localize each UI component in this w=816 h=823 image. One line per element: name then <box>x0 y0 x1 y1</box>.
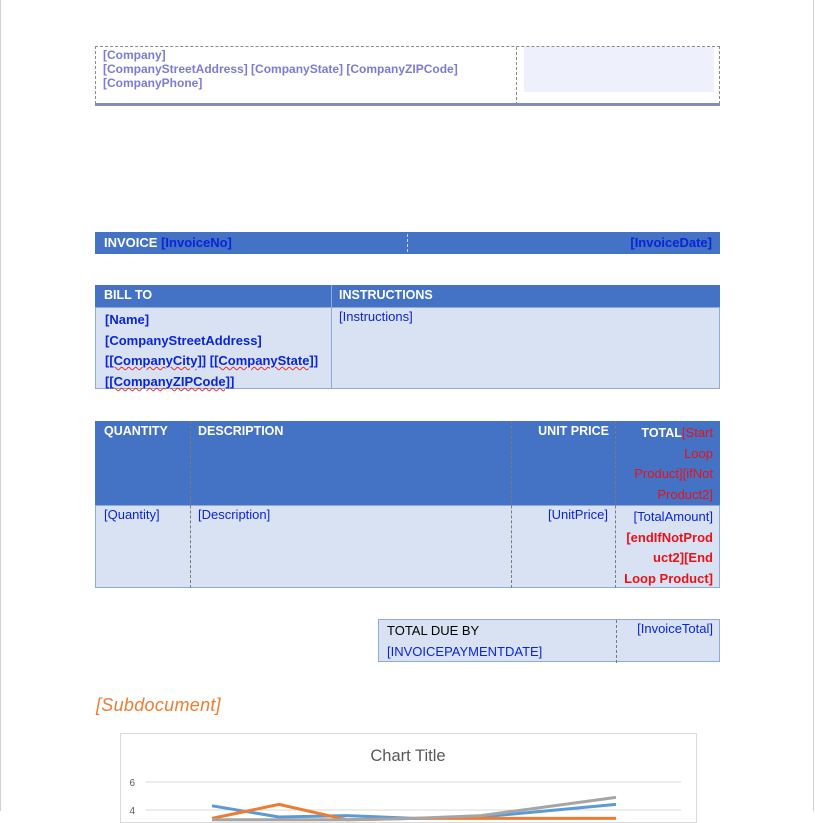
instructions-header: INSTRUCTIONS <box>339 288 433 302</box>
bill-street-field[interactable]: [CompanyStreetAddress] <box>105 332 262 348</box>
end-if-tag[interactable]: [endIfNotProd <box>626 529 713 545</box>
page-left-edge <box>0 0 1 811</box>
invoice-label: INVOICE <box>104 235 158 250</box>
chart-frame[interactable] <box>120 733 697 823</box>
chart-series <box>212 797 616 819</box>
quantity-field[interactable]: [Quantity] <box>104 507 160 522</box>
chart-title: Chart Title <box>370 747 446 765</box>
invoice-total-field[interactable]: [InvoiceTotal] <box>637 621 713 636</box>
ifnot-tag[interactable]: Product][ifNot <box>634 466 713 482</box>
description-header: DESCRIPTION <box>198 424 284 438</box>
invoice-label-group <box>104 235 232 250</box>
instructions-field[interactable]: [Instructions] <box>339 309 413 324</box>
bill-state-field[interactable]: [CompanyState] <box>214 353 314 369</box>
invoice-bar <box>95 232 720 254</box>
bill-city-state-line: [[CompanyCity]] [[CompanyState]] <box>105 353 319 369</box>
line-chart <box>121 734 696 822</box>
bill-name-field[interactable]: [Name] <box>105 312 150 327</box>
total-header: TOTAL <box>641 426 682 440</box>
total-due-label: TOTAL DUE BY <box>387 623 480 638</box>
payment-date-field[interactable]: [INVOICEPAYMENTDATE] <box>387 643 543 659</box>
subdocument-tag[interactable]: [Subdocument] <box>96 695 221 715</box>
company-info <box>103 48 458 90</box>
bill-zip-field[interactable]: [CompanyZIPCode] <box>109 373 230 389</box>
items-header-row <box>95 421 720 505</box>
header-divider <box>516 47 517 105</box>
quantity-header: QUANTITY <box>104 424 168 438</box>
unit-price-field[interactable]: [UnitPrice] <box>548 507 608 522</box>
end-loop-tag[interactable]: uct2][End <box>653 550 713 566</box>
header-rule <box>95 103 720 106</box>
chart-y-ticks <box>129 778 135 817</box>
items-divider-1 <box>190 421 191 588</box>
y-tick-label: 6 <box>129 778 135 789</box>
bill-to-address-block <box>105 310 318 392</box>
company-phone[interactable]: [CompanyPhone] <box>103 76 203 90</box>
description-field[interactable]: [Description] <box>198 507 271 522</box>
y-tick-label: 4 <box>129 806 135 817</box>
start-loop-tag[interactable]: [Start <box>681 425 713 440</box>
total-amount-field[interactable]: [TotalAmount] <box>633 509 713 524</box>
items-divider-3 <box>615 421 616 588</box>
page-right-edge <box>813 0 814 811</box>
bill-to-table <box>95 285 720 389</box>
ifnot-tag-2[interactable]: Product2] <box>657 486 713 502</box>
start-loop-tag-2[interactable]: Loop <box>684 445 713 461</box>
bill-zip-line: [[CompanyZIPCode]] <box>105 373 235 389</box>
company-header <box>95 46 720 104</box>
items-divider-2 <box>511 421 512 588</box>
total-due-table <box>378 619 720 662</box>
total-amount-cell <box>624 507 713 589</box>
end-loop-tag-2[interactable]: Loop Product] <box>624 570 713 586</box>
logo-placeholder[interactable] <box>524 47 714 92</box>
items-body-row <box>95 505 720 588</box>
unit-price-header: UNIT PRICE <box>538 424 609 438</box>
total-header-cell <box>634 423 713 505</box>
bill-to-header: BILL TO <box>104 288 153 302</box>
invoice-bar-divider <box>407 234 408 252</box>
bill-city-field[interactable]: [CompanyCity] <box>109 353 202 369</box>
bill-to-header-row <box>95 285 720 307</box>
company-name[interactable]: [Company] <box>103 48 166 62</box>
invoice-date-field[interactable]: [InvoiceDate] <box>630 235 712 250</box>
invoice-number-field[interactable]: [InvoiceNo] <box>161 235 232 250</box>
total-due-label-cell <box>387 621 542 662</box>
total-due-divider <box>616 620 617 663</box>
bill-to-body-row <box>95 307 720 389</box>
bill-table-divider <box>331 285 332 389</box>
items-table <box>95 421 720 588</box>
company-address[interactable]: [CompanyStreetAddress] [CompanyState] [CompanyZIPCode] <box>103 62 458 76</box>
